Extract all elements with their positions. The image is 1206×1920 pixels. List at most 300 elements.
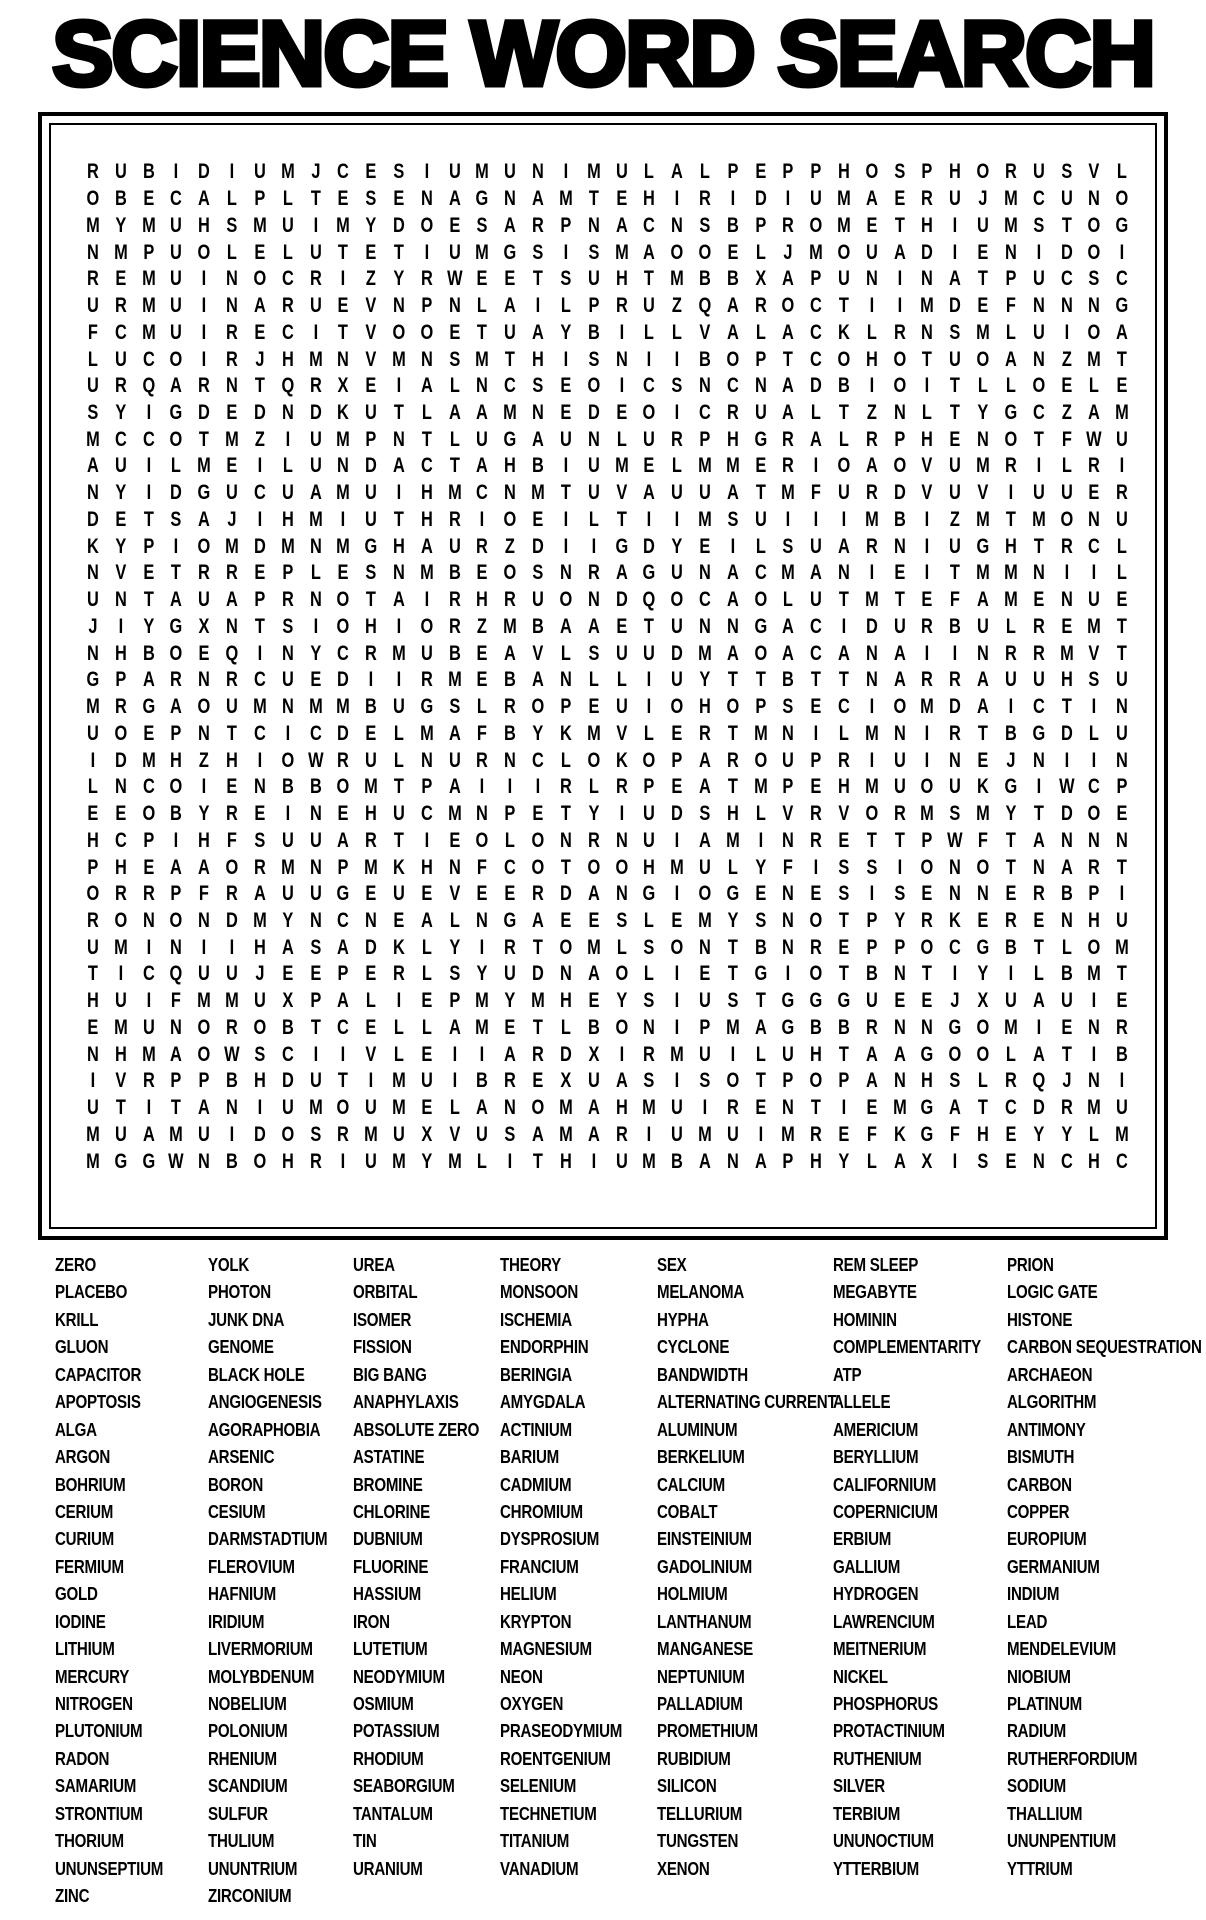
grid-letter: T <box>477 320 488 344</box>
grid-letter: M <box>1003 187 1018 211</box>
grid-letter: C <box>114 320 127 344</box>
word-list-item: COPERNICIUM <box>833 1501 938 1522</box>
grid-letter: L <box>226 187 237 211</box>
grid-letter: U <box>782 1042 795 1066</box>
grid-letter: A <box>698 775 711 799</box>
grid-letter: T <box>727 775 738 799</box>
grid-letter: O <box>865 160 879 184</box>
grid-letter: N <box>782 908 795 932</box>
grid-letter: G <box>142 695 155 719</box>
word-list-item: CHROMIUM <box>500 1501 583 1522</box>
grid-letter: E <box>977 240 989 264</box>
grid-letter: M <box>698 507 712 531</box>
grid-letter: P <box>254 187 266 211</box>
grid-letter: L <box>616 668 627 692</box>
grid-letter: C <box>1116 1149 1129 1173</box>
grid-letter: R <box>114 695 127 719</box>
grid-letter: H <box>253 1069 266 1093</box>
grid-letter: N <box>949 855 962 879</box>
grid-letter: L <box>226 240 237 264</box>
grid-letter: U <box>671 1096 683 1120</box>
grid-letter: B <box>281 775 294 799</box>
grid-letter: L <box>421 962 432 986</box>
grid-letter: N <box>615 828 628 852</box>
grid-letter: I <box>674 962 680 986</box>
grid-letter: N <box>1060 828 1073 852</box>
grid-letter: U <box>392 1122 405 1146</box>
grid-letter: A <box>587 962 600 986</box>
grid-letter: U <box>281 1096 294 1120</box>
word-list-item: DUBNIUM <box>353 1529 423 1550</box>
grid-letter: A <box>253 882 266 906</box>
grid-letter: V <box>449 1122 460 1146</box>
grid-letter: R <box>504 695 517 719</box>
grid-letter: U <box>1032 668 1045 692</box>
grid-letter: T <box>922 347 933 371</box>
grid-letter: L <box>699 160 710 184</box>
grid-letter: I <box>285 427 290 451</box>
grid-letter: B <box>532 614 544 638</box>
grid-letter: E <box>699 962 711 986</box>
word-list-item: LAWRENCIUM <box>833 1611 935 1632</box>
grid-letter: E <box>476 561 488 585</box>
grid-letter: Q <box>142 374 155 398</box>
grid-letter: I <box>952 962 958 986</box>
grid-letter: A <box>698 748 711 772</box>
grid-letter: G <box>642 882 656 906</box>
word-list-item: IRIDIUM <box>208 1611 265 1632</box>
grid-letter: N <box>726 614 739 638</box>
grid-letter: S <box>504 1122 516 1146</box>
grid-letter: L <box>588 775 599 799</box>
grid-letter: U <box>114 347 127 371</box>
grid-letter: M <box>892 1096 907 1120</box>
grid-letter: U <box>698 1042 711 1066</box>
grid-letter: N <box>1060 294 1073 318</box>
grid-letter: P <box>143 828 154 852</box>
grid-letter: A <box>170 1042 183 1066</box>
grid-letter: O <box>893 374 906 398</box>
grid-letter: K <box>86 534 99 558</box>
grid-letter: D <box>114 748 127 772</box>
word-list-item: LANTHANUM <box>657 1611 752 1632</box>
grid-letter: U <box>671 668 683 692</box>
grid-letter: I <box>396 374 402 398</box>
grid-letter: L <box>644 160 655 184</box>
grid-letter: U <box>1116 908 1129 932</box>
word-list-item: PHOSPHORUS <box>833 1694 939 1714</box>
grid-letter: U <box>949 775 962 799</box>
grid-letter: H <box>1060 668 1073 692</box>
grid-letter: E <box>838 828 850 852</box>
grid-letter: T <box>616 507 627 531</box>
grid-letter: I <box>952 1149 958 1173</box>
word-list-item: YTTERBIUM <box>833 1858 919 1879</box>
grid-letter: B <box>532 454 544 478</box>
grid-letter: F <box>171 989 182 1013</box>
grid-letter: P <box>282 561 294 585</box>
grid-letter: A <box>754 1015 767 1039</box>
grid-letter: A <box>253 294 266 318</box>
grid-letter: Y <box>671 534 683 558</box>
grid-letter: N <box>392 294 405 318</box>
grid-letter: R <box>921 187 934 211</box>
grid-letter: H <box>365 614 377 638</box>
grid-letter: N <box>559 561 572 585</box>
grid-letter: R <box>420 668 433 692</box>
grid-letter: E <box>115 267 127 291</box>
grid-letter: M <box>252 695 267 719</box>
grid-letter: A <box>420 374 433 398</box>
grid-letter: N <box>532 160 544 184</box>
grid-letter: H <box>810 1149 823 1173</box>
grid-letter: R <box>226 802 238 826</box>
word-list-item: HASSIUM <box>353 1584 421 1605</box>
grid-letter: A <box>1032 828 1045 852</box>
grid-letter: Q <box>698 294 712 318</box>
grid-letter: N <box>309 855 322 879</box>
grid-letter: R <box>226 882 238 906</box>
grid-letter: U <box>671 1122 683 1146</box>
grid-letter: M <box>364 1122 378 1146</box>
grid-letter: N <box>504 481 517 505</box>
grid-letter: K <box>615 748 628 772</box>
grid-letter: Z <box>477 614 488 638</box>
grid-letter: I <box>925 748 930 772</box>
grid-letter: B <box>698 347 711 371</box>
grid-letter: H <box>198 213 211 237</box>
grid-letter: E <box>866 1096 878 1120</box>
grid-letter: I <box>952 213 958 237</box>
grid-letter: M <box>475 240 490 264</box>
word-list-item: CALCIUM <box>657 1474 725 1495</box>
grid-letter: I <box>1008 481 1014 505</box>
grid-letter: I <box>1119 240 1125 264</box>
grid-letter: P <box>143 534 154 558</box>
grid-letter: O <box>837 454 851 478</box>
word-list-item: UNUNOCTIUM <box>833 1831 934 1852</box>
grid-letter: D <box>921 240 934 264</box>
grid-letter: H <box>1088 908 1101 932</box>
grid-letter: Z <box>199 748 210 772</box>
grid-letter: C <box>253 481 266 505</box>
grid-letter: E <box>671 721 683 745</box>
grid-letter: K <box>559 721 572 745</box>
grid-letter: J <box>1061 1069 1072 1093</box>
grid-letter: I <box>285 802 290 826</box>
grid-letter: T <box>1005 828 1016 852</box>
word-list-item: TERBIUM <box>833 1803 901 1824</box>
grid-letter: Y <box>421 1149 433 1173</box>
grid-letter: A <box>949 267 962 291</box>
grid-letter: L <box>449 908 460 932</box>
grid-letter: E <box>309 668 321 692</box>
grid-letter: U <box>365 507 377 531</box>
grid-letter: O <box>475 828 489 852</box>
grid-letter: T <box>254 614 265 638</box>
grid-letter: U <box>1032 481 1045 505</box>
word-list-item: HOLMIUM <box>657 1584 728 1605</box>
grid-letter: I <box>1064 748 1069 772</box>
grid-letter: T <box>310 187 321 211</box>
grid-letter: R <box>226 347 238 371</box>
grid-letter: Y <box>476 962 488 986</box>
grid-letter: U <box>949 481 962 505</box>
word-list-item: BROMINE <box>353 1474 423 1495</box>
grid-letter: R <box>170 668 183 692</box>
grid-letter: E <box>421 989 433 1013</box>
grid-letter: N <box>921 320 934 344</box>
grid-letter: M <box>392 641 406 665</box>
grid-letter: F <box>783 855 794 879</box>
grid-letter: P <box>309 989 321 1013</box>
grid-letter: N <box>1032 347 1045 371</box>
grid-letter: N <box>977 427 989 451</box>
grid-letter: T <box>532 267 543 291</box>
grid-letter: S <box>949 802 961 826</box>
grid-letter: C <box>1032 695 1045 719</box>
grid-letter: O <box>114 908 128 932</box>
grid-letter: B <box>1060 882 1073 906</box>
grid-letter: T <box>1117 855 1128 879</box>
grid-letter: M <box>113 240 128 264</box>
grid-letter: N <box>337 347 350 371</box>
grid-letter: O <box>169 908 183 932</box>
grid-letter: H <box>615 1096 628 1120</box>
grid-letter: I <box>925 721 930 745</box>
grid-letter: M <box>1087 614 1102 638</box>
grid-letter: N <box>643 1015 656 1039</box>
grid-letter: B <box>726 267 739 291</box>
grid-letter: B <box>949 614 962 638</box>
grid-letter: R <box>309 374 322 398</box>
grid-letter: N <box>782 882 795 906</box>
grid-letter: E <box>921 882 933 906</box>
grid-letter: D <box>1060 802 1073 826</box>
grid-letter: A <box>142 1122 155 1146</box>
word-list-item: BERKELIUM <box>657 1447 745 1468</box>
grid-letter: B <box>504 721 517 745</box>
grid-letter: E <box>615 187 627 211</box>
grid-letter: R <box>114 374 127 398</box>
grid-letter: T <box>977 721 988 745</box>
grid-letter: S <box>226 213 238 237</box>
grid-letter: U <box>977 614 989 638</box>
grid-letter: I <box>201 320 207 344</box>
grid-letter: P <box>170 882 182 906</box>
grid-letter: C <box>114 828 127 852</box>
word-list-item: PRASEODYMIUM <box>500 1721 623 1742</box>
grid-letter: E <box>87 802 99 826</box>
grid-letter: R <box>1060 534 1073 558</box>
grid-letter: N <box>949 882 962 906</box>
grid-letter: N <box>1088 294 1101 318</box>
grid-letter: Z <box>366 267 377 291</box>
grid-letter: H <box>977 1122 989 1146</box>
grid-letter: O <box>726 347 740 371</box>
grid-letter: R <box>226 561 238 585</box>
grid-letter: A <box>1004 347 1017 371</box>
grid-letter: R <box>893 802 906 826</box>
grid-letter: B <box>114 187 127 211</box>
grid-letter: H <box>921 427 934 451</box>
grid-letter: M <box>725 1015 740 1039</box>
grid-letter: L <box>282 187 293 211</box>
grid-letter: C <box>337 908 350 932</box>
grid-letter: M <box>225 427 239 451</box>
grid-letter: I <box>257 1096 263 1120</box>
word-list-item: ZERO <box>55 1255 97 1275</box>
grid-letter: M <box>447 802 462 826</box>
word-list-item: ISOMER <box>353 1309 412 1330</box>
word-list-item: BIG BANG <box>353 1364 427 1385</box>
grid-letter: I <box>368 668 374 692</box>
grid-letter: J <box>950 989 960 1013</box>
grid-letter: O <box>114 721 128 745</box>
grid-letter: A <box>782 400 795 424</box>
grid-letter: H <box>420 481 433 505</box>
word-list-item: PLUTONIUM <box>55 1721 143 1742</box>
grid-letter: I <box>146 481 151 505</box>
grid-letter: R <box>782 454 795 478</box>
grid-letter: M <box>976 454 990 478</box>
grid-letter: S <box>588 641 600 665</box>
grid-letter: R <box>810 802 823 826</box>
grid-letter: A <box>977 668 989 692</box>
grid-letter: O <box>225 855 239 879</box>
grid-letter: U <box>865 989 878 1013</box>
grid-letter: X <box>977 989 989 1013</box>
word-list-item: COBALT <box>657 1501 718 1522</box>
grid-letter: T <box>505 347 516 371</box>
grid-letter: N <box>448 294 461 318</box>
grid-letter: A <box>532 427 544 451</box>
grid-letter: U <box>198 1122 211 1146</box>
grid-letter: O <box>1004 427 1018 451</box>
grid-letter: H <box>643 855 656 879</box>
grid-letter: R <box>1004 160 1017 184</box>
grid-letter: U <box>281 213 294 237</box>
grid-letter: T <box>532 1149 543 1173</box>
grid-letter: H <box>615 267 628 291</box>
grid-letter: T <box>1005 507 1016 531</box>
grid-letter: O <box>670 240 684 264</box>
grid-letter: I <box>591 534 596 558</box>
grid-letter: O <box>392 320 406 344</box>
grid-letter: L <box>866 320 877 344</box>
grid-letter: U <box>281 828 294 852</box>
grid-letter: S <box>866 855 878 879</box>
grid-letter: J <box>227 507 237 531</box>
grid-letter: N <box>1088 1015 1101 1039</box>
grid-letter: O <box>253 1149 267 1173</box>
grid-letter: C <box>281 1042 294 1066</box>
grid-letter: L <box>421 400 432 424</box>
grid-letter: M <box>141 320 156 344</box>
grid-letter: Z <box>1061 400 1072 424</box>
grid-letter: N <box>86 561 99 585</box>
grid-letter: O <box>86 187 100 211</box>
grid-letter: B <box>1116 1042 1129 1066</box>
grid-letter: U <box>837 481 850 505</box>
grid-letter: A <box>476 454 489 478</box>
grid-letter: A <box>810 561 823 585</box>
grid-letter: U <box>170 213 183 237</box>
grid-letter: E <box>504 267 516 291</box>
word-list-item: VANADIUM <box>500 1858 579 1879</box>
grid-letter: F <box>1061 427 1072 451</box>
grid-letter: I <box>897 267 902 291</box>
grid-letter: V <box>1088 641 1100 665</box>
word-list-item: DARMSTADTIUM <box>208 1529 328 1550</box>
word-list-item: RHODIUM <box>353 1748 424 1769</box>
grid-letter: N <box>281 641 294 665</box>
grid-letter: B <box>142 160 155 184</box>
grid-letter: S <box>643 989 655 1013</box>
grid-letter: E <box>643 454 655 478</box>
grid-letter: Y <box>977 400 989 424</box>
grid-letter: P <box>143 240 154 264</box>
grid-letter: A <box>504 294 517 318</box>
grid-letter: N <box>977 641 989 665</box>
grid-letter: P <box>727 160 739 184</box>
word-list-item: ENDORPHIN <box>500 1337 589 1358</box>
grid-letter: I <box>1008 695 1014 719</box>
grid-letter: I <box>869 748 875 772</box>
grid-letter: E <box>949 427 961 451</box>
grid-letter: B <box>226 1149 238 1173</box>
grid-letter: T <box>783 347 794 371</box>
grid-letter: N <box>86 240 99 264</box>
grid-letter: M <box>586 935 601 959</box>
grid-letter: A <box>170 374 183 398</box>
word-list-item: ALUMINUM <box>657 1419 738 1440</box>
grid-letter: I <box>535 294 541 318</box>
grid-letter: R <box>698 187 711 211</box>
grid-letter: V <box>449 882 460 906</box>
grid-letter: S <box>309 1122 321 1146</box>
grid-letter: P <box>755 213 766 237</box>
grid-letter: O <box>531 1096 545 1120</box>
grid-letter: U <box>698 855 711 879</box>
grid-letter: U <box>114 989 127 1013</box>
grid-letter: K <box>337 400 350 424</box>
grid-letter: E <box>894 561 906 585</box>
grid-letter: D <box>1060 721 1073 745</box>
grid-letter: S <box>949 1069 961 1093</box>
grid-letter: M <box>531 481 545 505</box>
grid-letter: A <box>420 908 433 932</box>
grid-letter: N <box>977 882 989 906</box>
grid-letter: M <box>364 775 378 799</box>
word-list-column <box>500 1252 645 1883</box>
grid-letter: I <box>897 294 902 318</box>
word-list-item: JUNK DNA <box>208 1309 285 1330</box>
grid-letter: B <box>671 1149 683 1173</box>
grid-letter: F <box>226 828 237 852</box>
grid-letter: M <box>336 213 351 237</box>
grid-letter: J <box>88 614 98 638</box>
grid-letter: U <box>476 427 489 451</box>
grid-letter: I <box>841 507 847 531</box>
word-list-item: EINSTEINIUM <box>657 1529 752 1550</box>
grid-letter: L <box>727 855 738 879</box>
word-list-item: SILICON <box>657 1776 717 1797</box>
grid-letter: I <box>674 1069 680 1093</box>
grid-letter: P <box>1088 882 1100 906</box>
grid-letter: P <box>866 908 878 932</box>
grid-letter: D <box>226 908 238 932</box>
